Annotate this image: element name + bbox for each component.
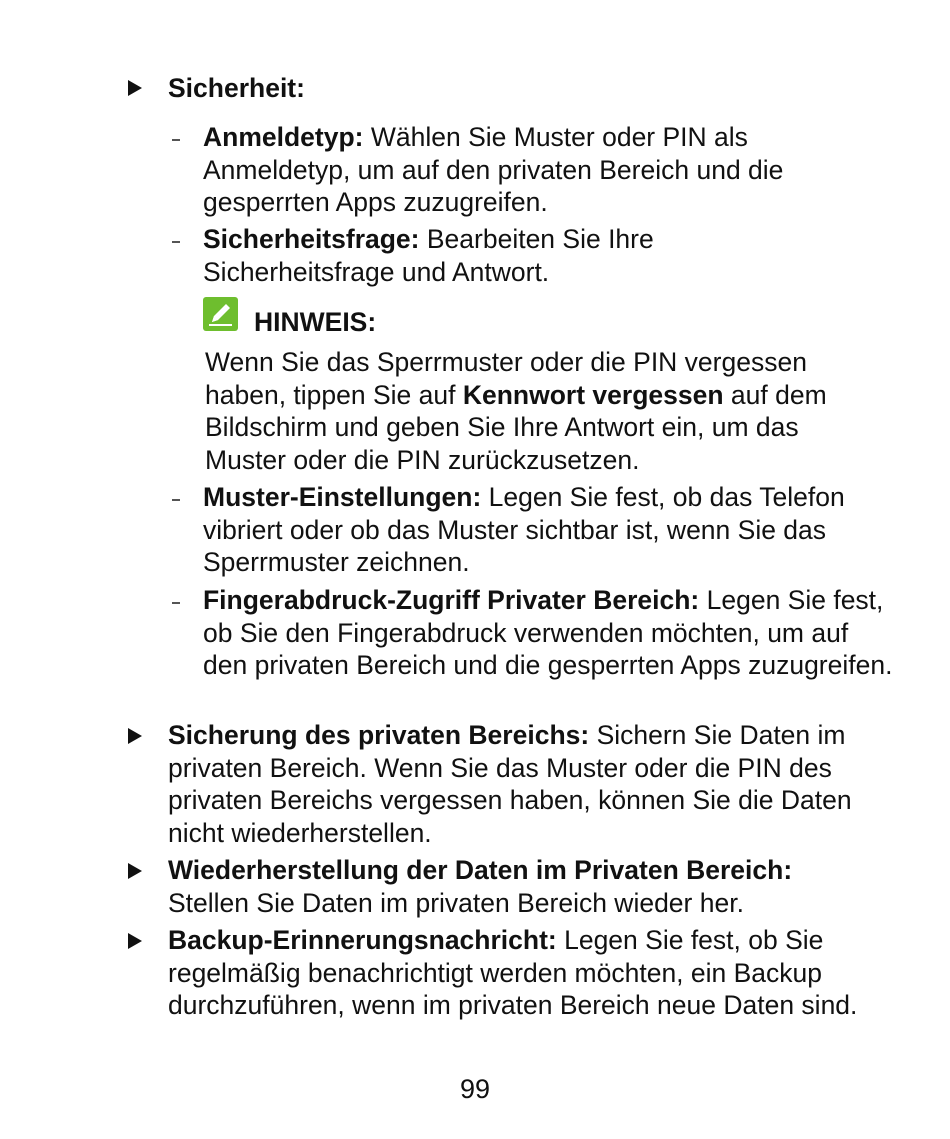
- list-item-login-type: [203, 121, 873, 219]
- section-backup: [168, 719, 908, 849]
- pencil-note-icon: [203, 297, 238, 331]
- backup-label: Sicherung des privaten Bereichs:: [168, 720, 590, 750]
- security-question-text: Bearbeiten Sie Ihre Sicherheitsfrage und Antwort.: [203, 224, 654, 287]
- list-item-pattern-settings: [203, 481, 903, 579]
- security-question-label: Sicherheitsfrage:: [203, 224, 420, 254]
- security-label: Sicherheit:: [168, 73, 305, 103]
- pattern-settings-label: Muster-Einstellungen:: [203, 482, 482, 512]
- fingerprint-label: Fingerabdruck-Zugriff Privater Bereich:: [203, 585, 700, 615]
- note-text: [205, 346, 870, 476]
- list-item-fingerprint: [203, 584, 893, 682]
- login-type-text: Wählen Sie Muster oder PIN als Anmeldetyp, um auf den privaten Bereich und die gesperrten Apps zuzugreifen.: [203, 122, 784, 217]
- page-number: 99: [459, 1074, 491, 1104]
- note-title: HINWEIS:: [254, 307, 377, 337]
- list-item-security-question: [203, 223, 803, 288]
- login-type-label: Anmeldetyp:: [203, 122, 364, 152]
- note-text-before: Wenn Sie das Sperrmuster oder die PIN vergessen haben, tippen Sie auf: [205, 347, 807, 410]
- dash-icon: [172, 499, 180, 501]
- backup-text: Sichern Sie Daten im privaten Bereich. Wenn Sie das Muster oder die PIN des privaten Bereichs vergessen haben, können Sie die Daten nicht wiederherstellen.: [168, 720, 852, 848]
- pattern-settings-text: Legen Sie fest, ob das Telefon vibriert oder ob das Muster sichtbar ist, wenn Sie das Sperrmuster zeichnen.: [203, 482, 845, 577]
- dash-icon: [172, 602, 180, 604]
- triangle-bullet-icon: [128, 863, 142, 879]
- note-text-bold: Kennwort vergessen: [462, 379, 724, 410]
- dash-icon: [172, 241, 180, 243]
- fingerprint-text: Legen Sie fest, ob Sie den Fingerabdruck verwenden möchten, um auf den privaten Bereich und die gesperrten Apps zuzugreifen.: [203, 585, 893, 680]
- dash-icon: [172, 139, 180, 141]
- triangle-bullet-icon: [128, 933, 142, 949]
- restore-text: Stellen Sie Daten im privaten Bereich wieder her.: [168, 887, 744, 918]
- section-restore: [168, 854, 868, 919]
- triangle-bullet-icon: [128, 728, 142, 744]
- backup-reminder-label: Backup-Erinnerungsnachricht:: [168, 925, 557, 955]
- triangle-bullet-icon: [128, 80, 142, 96]
- backup-reminder-text: Legen Sie fest, ob Sie regelmäßig benachrichtigt werden möchten, ein Backup durchzuführen, wenn im privaten Bereich neue Daten sind.: [168, 925, 858, 1020]
- restore-label: Wiederherstellung der Daten im Privaten Bereich:: [168, 855, 793, 885]
- section-heading-security: [168, 72, 868, 105]
- section-backup-reminder: [168, 924, 868, 1022]
- note-text-after: auf dem Bildschirm und geben Sie Ihre Antwort ein, um das Muster oder die PIN zurückzusetzen.: [205, 379, 827, 475]
